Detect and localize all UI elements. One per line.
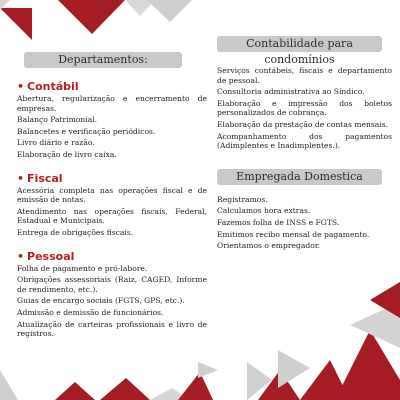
domestica-list: [217, 195, 392, 251]
list-item: Entrega de obrigações fiscais.: [17, 227, 134, 237]
section-fiscal: [17, 172, 207, 238]
list-item: Elaboração e impressão dos boletos personalizados de cobrança.: [217, 98, 392, 118]
departamentos-header: Departamentos:: [24, 52, 182, 68]
condominios-list: [217, 66, 392, 151]
contabil-list: [17, 94, 207, 160]
list-item: Elaboração da prestação de contas mensais.: [217, 119, 389, 129]
list-item: Folha de pagamento e pró-labore.: [17, 263, 148, 273]
list-item: Acompanhamento dos pagamentos (Adimplentes e Inadimplentes.).: [217, 131, 392, 151]
pessoal-list: [17, 264, 207, 339]
triangle-bottom-left-red: [55, 382, 95, 400]
triangle-bottom-left-gray: [0, 370, 18, 400]
triangle-bottom-right-gray-2: [278, 350, 310, 388]
list-item: Consultoria administrativa ao Síndico.: [217, 87, 365, 97]
triangle-bottom-center-red: [178, 372, 213, 400]
section-title-fiscal: • Fiscal: [17, 171, 63, 185]
section-title-pessoal: • Pessoal: [17, 249, 75, 263]
triangle-bottom-left-gray-2: [100, 378, 150, 400]
section-pessoal: [17, 250, 207, 339]
triangle-top-left-red: [0, 8, 32, 40]
list-item: Calculamos hora extras.: [217, 206, 311, 216]
list-item: Emitimos recibo mensal de pagamento.: [217, 229, 370, 239]
list-item: Balancetes e verificação periódicos.: [17, 126, 156, 136]
list-item: Balanço Patrimonial.: [17, 115, 98, 125]
list-item: Obrigações assessoriais (Raiz, CAGED, Informe de rendimento, etc.).: [17, 275, 207, 294]
list-item: Atualização de carteiras profissionais e livro de registros.: [17, 319, 207, 339]
bullet-icon: •: [17, 171, 25, 185]
triangle-top-gray-2: [147, 0, 192, 22]
triangle-top-center-red: [58, 0, 125, 34]
condominios-header: Contabilidade para condomínios: [217, 36, 382, 52]
section-title-contabil: • Contábil: [17, 80, 79, 93]
list-item: Guias de encargo sociais (FGTS, GPS, etc.).: [17, 296, 185, 306]
domestica-header: Empregada Domestica: [217, 169, 382, 185]
list-item: Admissão e demissão de funcionários.: [17, 307, 164, 317]
bullet-icon: •: [17, 249, 25, 263]
list-item: Orientamos o empregador.: [217, 241, 321, 251]
list-item: Fazemos folha de INSS e FGTS.: [217, 217, 340, 227]
list-item: Abertura, regularização e encerramento de empresas.: [17, 94, 207, 113]
list-item: Livro diário e razão.: [17, 138, 95, 148]
section-contabil: [17, 80, 207, 160]
left-column: [17, 52, 207, 341]
list-item: Serviços contábeis, fiscais e departamento de pessoal.: [217, 66, 392, 85]
bullet-icon: •: [17, 80, 25, 93]
list-item: Acessória completa nas operações fiscal e de emissão de notas.: [17, 185, 207, 205]
list-item: Elaboração de livro caixa.: [17, 149, 117, 159]
triangle-bottom-center-gray-2: [198, 362, 218, 378]
list-item: Atendimento nas operações fiscais, Federal, Estadual e Municipais.: [17, 206, 207, 226]
fiscal-list: [17, 186, 207, 238]
right-column: [217, 36, 392, 253]
list-item: Registramos.: [217, 194, 268, 204]
